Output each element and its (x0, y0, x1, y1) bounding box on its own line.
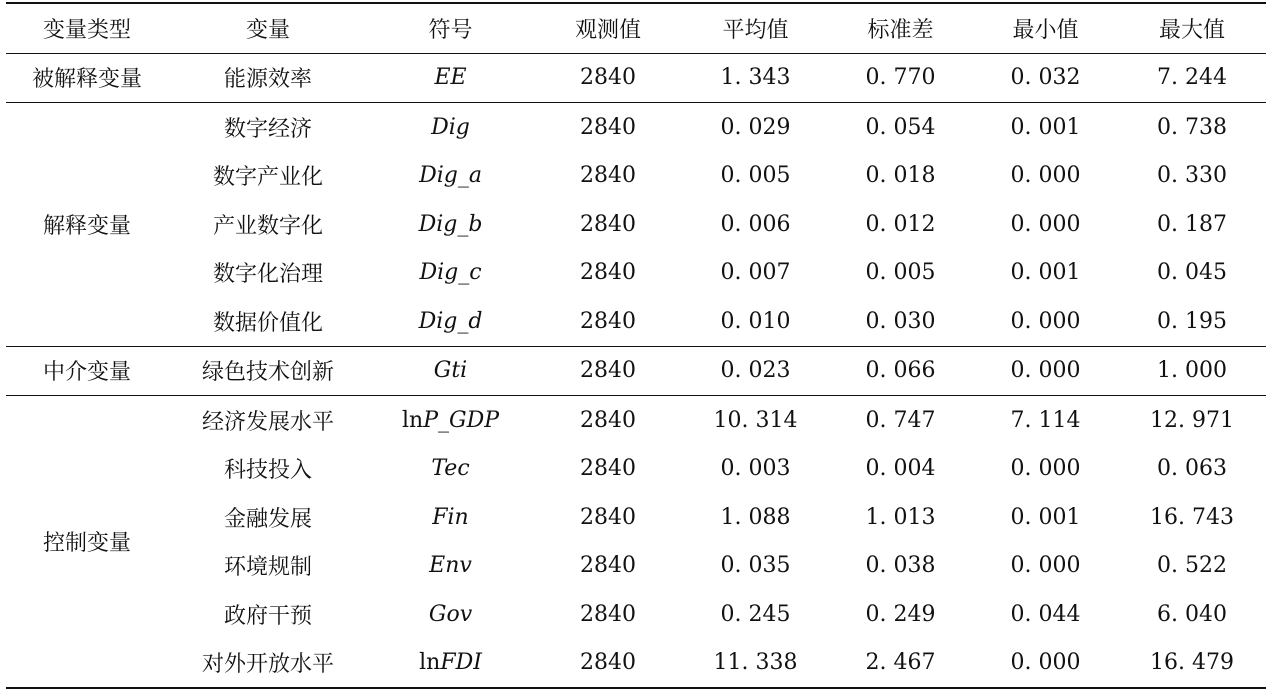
mean-cell: 1. 343 (720, 65, 791, 91)
symbol-cell (368, 152, 533, 201)
variable-type-cell: 解释变量 (42, 213, 131, 239)
variable-type-cell: 中介变量 (42, 360, 131, 386)
mean-cell: 0. 029 (720, 114, 791, 140)
variable-name-cell: 数字产业化 (212, 165, 323, 191)
std-dev-cell: 1. 013 (865, 504, 936, 530)
observations-cell: 2840 (580, 504, 636, 530)
observations-cell: 2840 (580, 211, 636, 237)
table-row (6, 297, 1266, 346)
descriptive-statistics-table (6, 2, 1266, 689)
symbol-text: Fin (432, 504, 469, 530)
header-row (6, 3, 1266, 53)
symbol-cell (368, 590, 533, 639)
observations-cell: 2840 (580, 308, 636, 334)
std-dev-cell: 0. 054 (865, 114, 936, 140)
std-dev-cell: 2. 467 (865, 650, 936, 676)
variable-group (6, 53, 1266, 103)
max-cell: 16. 479 (1150, 650, 1234, 676)
header-mean: 平均值 (722, 17, 789, 43)
min-cell: 0. 000 (1010, 553, 1081, 579)
min-cell: 0. 000 (1010, 358, 1081, 384)
max-cell: 16. 743 (1150, 504, 1234, 530)
observations-cell: 2840 (580, 65, 636, 91)
observations-cell: 2840 (580, 358, 636, 384)
variable-name-cell: 产业数字化 (212, 213, 323, 239)
table-row (6, 590, 1266, 639)
symbol-text: Dig_a (419, 163, 482, 189)
mean-cell: 0. 006 (720, 211, 791, 237)
symbol-text: Dig_d (418, 308, 483, 334)
min-cell: 0. 000 (1010, 163, 1081, 189)
symbol-text: P_GDP (423, 407, 500, 433)
variable-name-cell: 绿色技术创新 (201, 360, 334, 386)
table-row (6, 542, 1266, 591)
std-dev-cell: 0. 018 (865, 163, 936, 189)
symbol-cell (368, 639, 533, 689)
min-cell: 0. 044 (1010, 601, 1081, 627)
max-cell: 6. 040 (1157, 601, 1227, 627)
observations-cell: 2840 (580, 114, 636, 140)
table-row (6, 493, 1266, 542)
header-max: 最大值 (1158, 17, 1225, 43)
std-dev-cell: 0. 249 (865, 601, 936, 627)
symbol-cell (368, 493, 533, 542)
variable-type-cell: 控制变量 (42, 531, 131, 556)
header-symbol: 符号 (428, 17, 473, 43)
mean-cell: 0. 010 (720, 308, 791, 334)
variable-name-cell: 金融发展 (223, 506, 312, 532)
min-cell: 7. 114 (1010, 407, 1081, 433)
mean-cell: 0. 005 (720, 163, 791, 189)
observations-cell: 2840 (580, 601, 636, 627)
variable-group (6, 396, 1266, 689)
min-cell: 0. 000 (1010, 650, 1081, 676)
mean-cell: 0. 245 (720, 601, 791, 627)
symbol-text: Env (429, 553, 472, 579)
observations-cell: 2840 (580, 456, 636, 482)
std-dev-cell: 0. 770 (865, 65, 936, 91)
std-dev-cell: 0. 012 (865, 211, 936, 237)
header-observations: 观测值 (574, 17, 641, 43)
symbol-cell (368, 445, 533, 494)
variable-name-cell: 科技投入 (223, 458, 312, 484)
table-row (6, 346, 1266, 396)
header-variable: 变量 (245, 17, 290, 43)
mean-cell: 0. 035 (720, 553, 791, 579)
symbol-text: Dig_b (418, 211, 483, 237)
symbol-cell (368, 249, 533, 298)
symbol-cell (368, 103, 533, 152)
table-header (6, 3, 1266, 53)
symbol-prefix: ln (401, 407, 424, 433)
max-cell: 12. 971 (1150, 407, 1234, 433)
observations-cell: 2840 (580, 650, 636, 676)
max-cell: 0. 063 (1157, 456, 1227, 482)
mean-cell: 10. 314 (713, 407, 798, 433)
symbol-text: Dig_c (419, 260, 482, 286)
mean-cell: 1. 088 (720, 504, 791, 530)
variable-name-cell: 能源效率 (223, 67, 312, 93)
symbol-cell (368, 297, 533, 346)
max-cell: 0. 195 (1157, 308, 1227, 334)
table-row (6, 152, 1266, 201)
max-cell: 0. 187 (1157, 211, 1227, 237)
symbol-text: Gti (433, 358, 468, 384)
table-row (6, 445, 1266, 494)
max-cell: 7. 244 (1157, 65, 1227, 91)
variable-name-cell: 环境规制 (223, 555, 312, 581)
min-cell: 0. 001 (1010, 114, 1081, 140)
symbol-text: FDI (440, 650, 482, 676)
symbol-text: Tec (431, 456, 470, 482)
variable-name-cell: 经济发展水平 (201, 409, 334, 435)
symbol-prefix: ln (419, 650, 441, 676)
variable-type-cell: 被解释变量 (31, 67, 142, 93)
table-row (6, 639, 1266, 689)
table-row (6, 396, 1266, 445)
mean-cell: 11. 338 (713, 650, 798, 676)
observations-cell: 2840 (580, 163, 636, 189)
symbol-text: Gov (428, 601, 473, 627)
max-cell: 0. 330 (1157, 163, 1227, 189)
symbol-text: EE (434, 65, 467, 91)
observations-cell: 2840 (580, 553, 636, 579)
std-dev-cell: 0. 005 (865, 260, 936, 286)
std-dev-cell: 0. 066 (865, 358, 936, 384)
header-variable-type: 变量类型 (42, 17, 131, 43)
table-row (6, 249, 1266, 298)
variable-name-cell: 数字经济 (223, 116, 312, 142)
table-row (6, 53, 1266, 103)
variable-group (6, 346, 1266, 396)
mean-cell: 0. 003 (720, 456, 791, 482)
symbol-cell (368, 346, 533, 396)
symbol-cell (368, 396, 533, 445)
observations-cell: 2840 (580, 407, 636, 433)
max-cell: 0. 045 (1157, 260, 1227, 286)
variable-group (6, 103, 1266, 347)
symbol-cell (368, 53, 533, 103)
header-min: 最小值 (1012, 17, 1079, 43)
symbol-cell (368, 542, 533, 591)
header-std-dev: 标准差 (867, 17, 934, 43)
variable-name-cell: 数字化治理 (212, 262, 323, 288)
mean-cell: 0. 023 (720, 358, 791, 384)
symbol-cell (368, 200, 533, 249)
min-cell: 0. 000 (1010, 308, 1081, 334)
min-cell: 0. 032 (1010, 65, 1081, 91)
min-cell: 0. 000 (1010, 211, 1081, 237)
min-cell: 0. 000 (1010, 456, 1081, 482)
std-dev-cell: 0. 747 (865, 407, 936, 433)
variable-name-cell: 数据价值化 (212, 310, 323, 336)
symbol-text: Dig (431, 114, 470, 140)
min-cell: 0. 001 (1010, 260, 1081, 286)
max-cell: 0. 522 (1157, 553, 1227, 579)
max-cell: 0. 738 (1157, 114, 1227, 140)
min-cell: 0. 001 (1010, 504, 1081, 530)
std-dev-cell: 0. 030 (865, 308, 936, 334)
variable-name-cell: 政府干预 (223, 603, 312, 629)
table-row (6, 200, 1266, 249)
statistics-table-container (6, 2, 1266, 689)
std-dev-cell: 0. 038 (865, 553, 936, 579)
mean-cell: 0. 007 (720, 260, 791, 286)
table-row (6, 103, 1266, 152)
std-dev-cell: 0. 004 (865, 456, 936, 482)
observations-cell: 2840 (580, 260, 636, 286)
max-cell: 1. 000 (1157, 358, 1227, 384)
variable-name-cell: 对外开放水平 (201, 652, 334, 678)
